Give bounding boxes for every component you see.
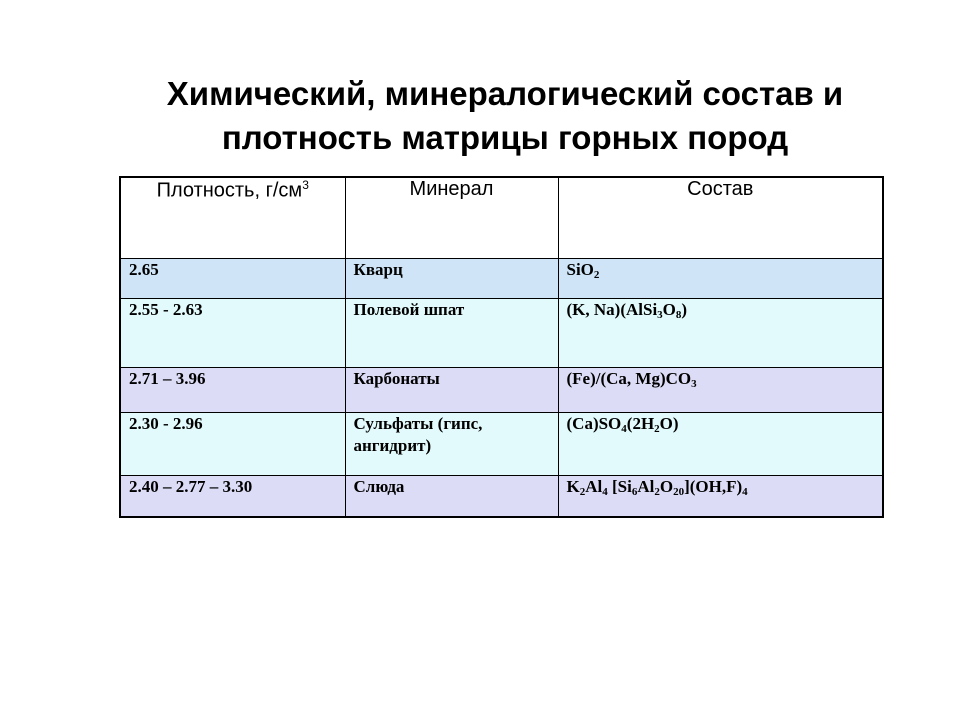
table-row [120,368,883,413]
cell-density: 2.55 - 2.63 [120,299,345,368]
formula-subscript: 3 [657,309,663,321]
formula-subscript: 8 [675,309,682,321]
formula-subscript: 4 [602,486,608,498]
rock-matrix-table [119,176,884,518]
cell-composition [558,368,883,413]
formula-text: SiO [566,260,594,279]
formula-subscript: 6 [631,486,638,498]
cell-composition [558,259,883,299]
slide-title [60,72,950,160]
table-row [120,413,883,476]
formula-subscript: 4 [742,486,748,498]
formula-text: Al [637,477,655,496]
cell-mineral: Карбонаты [345,368,558,413]
formula-text: (Ca)SO [566,414,622,433]
formula-text: (Fe)/(Ca, Mg)CO [566,369,692,388]
cell-composition [558,476,883,518]
header-composition: Состав [558,177,883,259]
formula-subscript: 2 [654,423,660,435]
formula-subscript: 4 [621,423,627,435]
formula-text: [Si [607,477,632,496]
formula-text: O [659,477,674,496]
header-mineral: Минерал [345,177,558,259]
formula-text: Al [585,477,603,496]
formula-subscript: 2 [593,269,600,281]
formula-text: ](OH,F) [684,477,743,496]
cell-mineral: Полевой шпат [345,299,558,368]
formula-subscript: 2 [579,486,586,498]
formula-text: (2H [626,414,655,433]
formula-subscript: 2 [654,486,660,498]
formula-text: O [662,300,676,319]
cell-mineral: Сульфаты (гипс, ангидрит) [345,413,558,476]
cell-density: 2.65 [120,259,345,299]
formula-text: O) [659,414,679,433]
table-row [120,259,883,299]
formula-text: (K, Na)(AlSi [566,300,658,319]
table-row [120,476,883,518]
header-density-label: Плотность, г/см [156,179,303,202]
cell-density: 2.71 – 3.96 [120,368,345,413]
formula-subscript: 20 [673,486,685,498]
formula-subscript: 3 [691,378,697,390]
cell-mineral: Кварц [345,259,558,299]
title-line-2: плотность матрицы горных пород [221,119,789,156]
cell-mineral: Слюда [345,476,558,518]
cell-composition [558,299,883,368]
title-line-1: Химический, минералогический состав и [166,75,844,112]
cell-density: 2.30 - 2.96 [120,413,345,476]
formula-text: ) [681,300,688,319]
header-density [120,177,345,259]
table-row [120,299,883,368]
cell-density: 2.40 – 2.77 – 3.30 [120,476,345,518]
header-density-superscript: 3 [302,178,309,192]
cell-composition [558,413,883,476]
formula-text: K [566,477,580,496]
table-header-row [120,177,883,259]
